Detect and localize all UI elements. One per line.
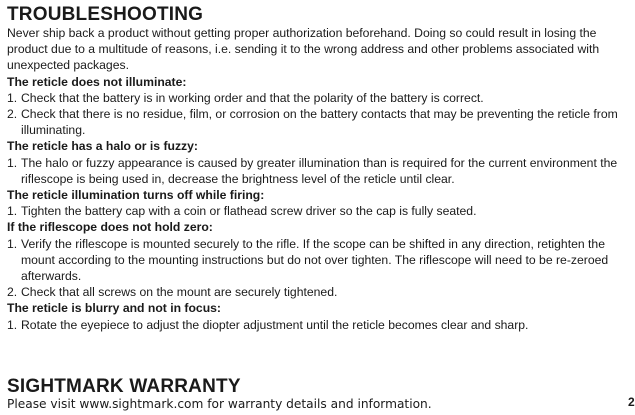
step-text: Check that there is no residue, film, or corrosion on the battery contacts that may be preventing the reticle from illuminating.: [21, 107, 618, 138]
step-text: Rotate the eyepiece to adjust the diopter adjustment until the reticle becomes clear and sharp.: [21, 317, 529, 332]
step-item: [7, 284, 633, 300]
step-item: [7, 106, 633, 138]
step-number: 1.: [7, 236, 18, 251]
troubleshooting-intro: Never ship back a product without getting proper authorization beforehand. Doing so could result in losing the product due to a multitude of reasons, i.e. sending it to the wrong address and other problems associated with unexpected packages.: [7, 26, 600, 73]
step-number: 1.: [7, 155, 18, 170]
issue-heading: The reticle does not illuminate:: [7, 74, 187, 89]
issue-block: [7, 219, 633, 300]
step-item: [7, 90, 633, 106]
warranty-heading: SIGHTMARK WARRANTY: [7, 376, 241, 397]
issue-steps: [7, 203, 633, 219]
issue-steps: [7, 90, 633, 139]
step-item: [7, 317, 633, 333]
troubleshooting-heading: TROUBLESHOOTING: [7, 4, 204, 25]
issue-heading: If the riflescope does not hold zero:: [7, 220, 213, 235]
issue-block: [7, 74, 633, 139]
issue-heading: The reticle is blurry and not in focus:: [7, 301, 221, 316]
step-item: [7, 236, 633, 285]
issue-heading: The reticle illumination turns off while firing:: [7, 188, 265, 203]
step-item: [7, 203, 633, 219]
step-text: Check that all screws on the mount are securely tightened.: [21, 285, 338, 300]
step-text: Check that the battery is in working order and that the polarity of the battery is correct.: [21, 90, 484, 105]
issue-heading: The reticle has a halo or is fuzzy:: [7, 139, 198, 154]
issue-steps: [7, 317, 633, 333]
step-number: 2.: [7, 107, 18, 122]
warranty-text: Please visit www.sightmark.com for warranty details and information.: [7, 397, 432, 411]
warranty-section: [7, 377, 633, 412]
issue-block: [7, 300, 633, 332]
page-number: 2: [628, 395, 635, 409]
step-text: The halo or fuzzy appearance is caused by greater illumination than is required for the current environment the riflescope is being used in, decrease the brightness level of the reticle until clear.: [21, 155, 618, 186]
step-number: 2.: [7, 285, 18, 300]
step-number: 1.: [7, 317, 18, 332]
issue-steps: [7, 236, 633, 301]
step-number: 1.: [7, 204, 18, 219]
issue-block: [7, 138, 633, 187]
step-text: Verify the riflescope is mounted securely to the rifle. If the scope can be shifted in any direction, retighten the mount according to the mounting instructions but do not over tighten. The riflescope will need to be re-zeroed afterwards.: [21, 236, 609, 284]
issue-steps: [7, 155, 633, 187]
step-number: 1.: [7, 90, 18, 105]
step-item: [7, 155, 633, 187]
troubleshooting-section: [7, 4, 633, 333]
issue-block: [7, 187, 633, 219]
step-text: Tighten the battery cap with a coin or flathead screw driver so the cap is fully seated.: [21, 204, 477, 219]
